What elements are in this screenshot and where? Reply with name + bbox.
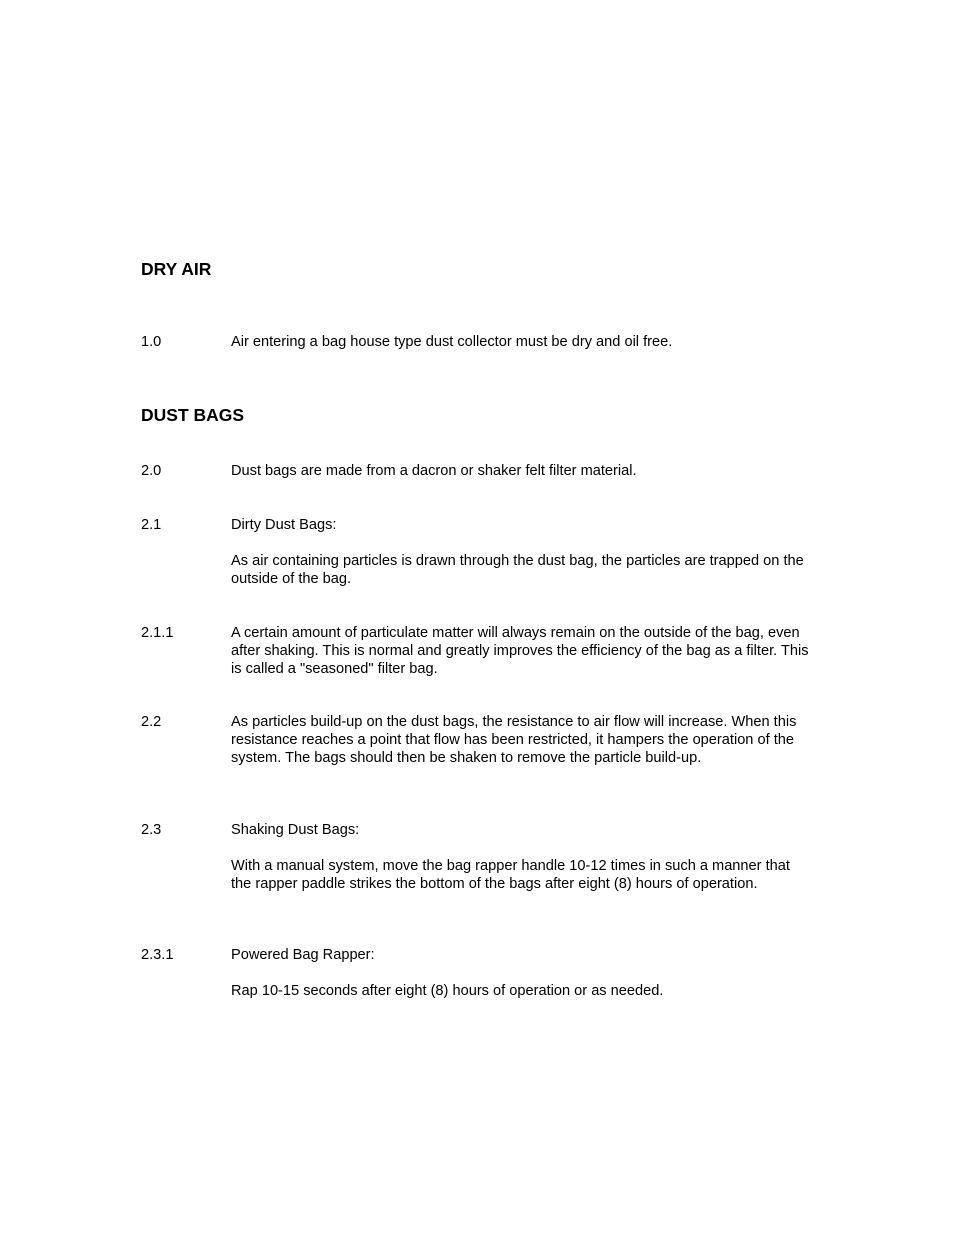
- item-title: Dirty Dust Bags:: [231, 517, 337, 533]
- section-heading-dust-bags: DUST BAGS: [141, 405, 245, 425]
- item-text: As air containing particles is drawn through the dust bag, the particles are trapped on the outside of the bag.: [231, 553, 804, 587]
- item-title: Shaking Dust Bags:: [231, 822, 360, 838]
- item-number: 2.1: [141, 517, 162, 533]
- item-number: 2.3: [141, 822, 162, 838]
- section-heading-dry-air: DRY AIR: [141, 259, 212, 279]
- item-number: 1.0: [141, 334, 162, 350]
- item-text: Rap 10-15 seconds after eight (8) hours of operation or as needed.: [231, 983, 664, 999]
- item-text: Air entering a bag house type dust collector must be dry and oil free.: [231, 334, 673, 350]
- item-title: Powered Bag Rapper:: [231, 947, 375, 963]
- item-number: 2.0: [141, 463, 162, 479]
- item-number: 2.1.1: [141, 625, 174, 641]
- item-text: With a manual system, move the bag rapper handle 10-12 times in such a manner that the rapper paddle strikes the bottom of the bags after eight (8) hours of operation.: [231, 858, 790, 892]
- item-number: 2.3.1: [141, 947, 174, 963]
- item-text: A certain amount of particulate matter will always remain on the outside of the bag, even after shaking. This is normal and greatly improves the efficiency of the bag as a filter. This is called a "seasoned" filter bag.: [231, 625, 809, 677]
- item-text: As particles build-up on the dust bags, the resistance to air flow will increase. When this resistance reaches a point that flow has been restricted, it hampers the operation of the system. The bags should then be shaken to remove the particle build-up.: [231, 714, 797, 766]
- item-number: 2.2: [141, 714, 162, 730]
- item-text: Dust bags are made from a dacron or shaker felt filter material.: [231, 463, 637, 479]
